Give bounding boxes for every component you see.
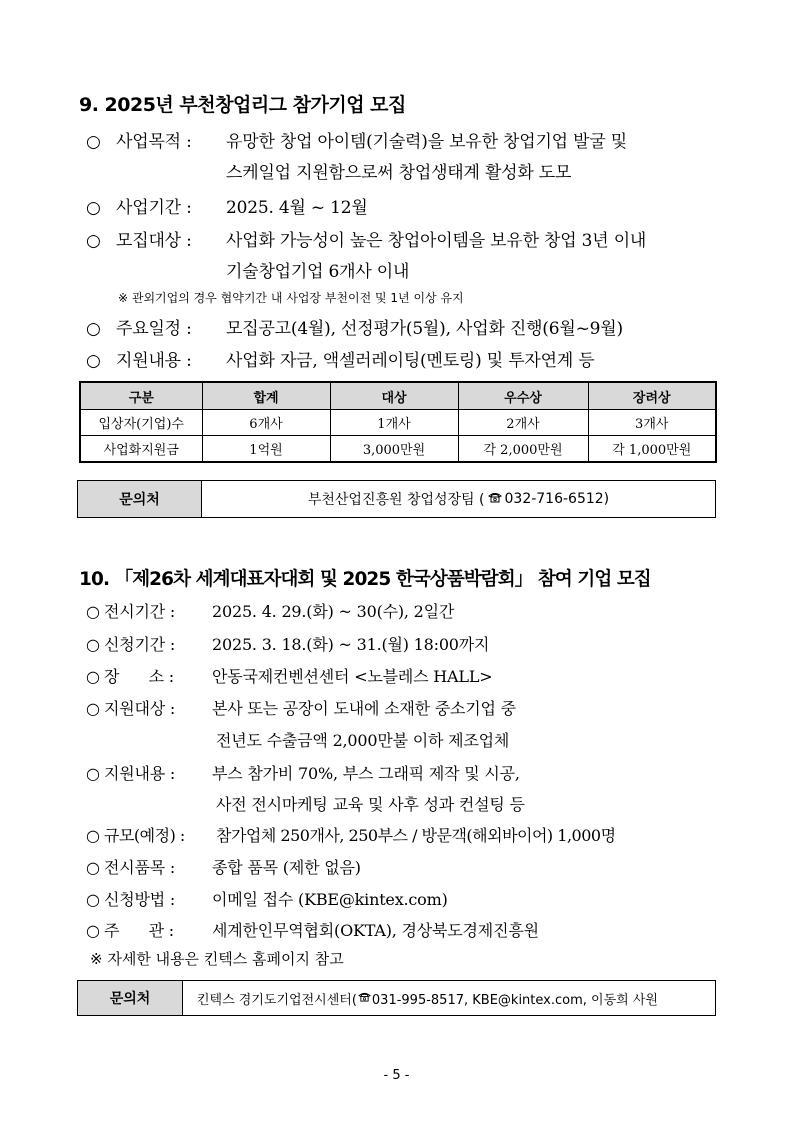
item-text: 참가업체 250개사, 250부스 / 방문객(해외바이어) 1,000명 — [216, 826, 616, 845]
schedule-row — [86, 314, 623, 339]
section-10-title: 10. 「제26차 세계대표자대회 및 2025 한국상품박람회」 참여 기업 모집 — [79, 569, 651, 590]
target-label: 모집대상 : — [116, 231, 192, 251]
table-header-cell: 구분 — [80, 382, 202, 410]
period-label: 사업기간 : — [116, 198, 192, 218]
phone-icon — [358, 991, 371, 1006]
bullet-icon: ○ — [86, 635, 100, 654]
item-label: 규모(예정) : — [104, 826, 185, 845]
item-text: 부스 참가비 70%, 부스 그래픽 제작 및 시공, — [212, 764, 520, 783]
phone-icon — [488, 491, 502, 507]
reference-note: ※ 자세한 내용은 킨텍스 홈페이지 참고 — [90, 950, 344, 968]
bullet-icon: ○ — [86, 764, 100, 783]
table-cell: 사업화지원금 — [80, 436, 202, 463]
schedule-label: 주요일정 : — [116, 319, 192, 339]
table-cell: 1개사 — [330, 410, 458, 436]
list-item — [86, 887, 448, 910]
table-row — [80, 410, 716, 436]
item-text: 종합 품목 (제한 없음) — [212, 858, 361, 877]
list-item — [86, 599, 454, 622]
prize-table — [79, 381, 717, 463]
contact-text: 부천산업진흥원 창업성장팀 ( — [307, 492, 485, 508]
table-header-cell: 장려상 — [588, 382, 716, 410]
item-label: 지원내용 : — [104, 764, 176, 783]
target-text-cont: 기술창업기업 6개사 이내 — [226, 262, 410, 282]
table-cell: 각 2,000만원 — [458, 436, 588, 463]
schedule-text: 모집공고(4월), 선정평가(5월), 사업화 진행(6월~9월) — [226, 319, 623, 339]
item-label: 주 관 : — [104, 921, 174, 940]
list-item — [86, 823, 616, 846]
contact-phone: 032-716-6512) — [504, 491, 610, 507]
contact-box-10 — [77, 980, 716, 1016]
item-text: 2025. 4. 29.(화) ~ 30(수), 2일간 — [212, 602, 455, 621]
contact-text: 킨텍스 경기도기업전시센터( — [197, 992, 357, 1008]
table-header-cell: 우수상 — [458, 382, 588, 410]
bullet-icon: ○ — [86, 667, 100, 686]
support-row — [86, 346, 595, 371]
contact-value — [202, 481, 715, 517]
table-header-cell: 합계 — [202, 382, 330, 410]
item-text-cont: 사전 전시마케팅 교육 및 사후 성과 컨설팅 등 — [216, 795, 525, 814]
table-header-cell: 대상 — [330, 382, 458, 410]
relocation-note: ※ 관외기업의 경우 협약기간 내 사업장 부천이전 및 1년 이상 유지 — [118, 291, 464, 305]
item-label: 신청방법 : — [104, 890, 176, 909]
list-item — [86, 855, 361, 878]
contact-rest: 031-995-8517, KBE@kintex.com, 이동희 사원 — [371, 992, 658, 1008]
item-label: 전시기간 : — [104, 602, 176, 621]
section-9-title: 9. 2025년 부천창업리그 참가기업 모집 — [79, 94, 406, 116]
item-label: 지원대상 : — [104, 699, 176, 718]
purpose-text-cont: 스케일업 지원함으로써 창업생태계 활성화 도모 — [226, 163, 572, 183]
purpose-label: 사업목적 : — [116, 132, 192, 152]
bullet-icon: ○ — [86, 602, 100, 621]
list-item — [86, 632, 489, 655]
list-item — [86, 664, 492, 687]
bullet-icon: ○ — [86, 319, 101, 339]
list-item — [86, 918, 539, 941]
item-text: 세계한인무역협회(OKTA), 경상북도경제진흥원 — [212, 921, 539, 940]
list-item — [86, 696, 516, 719]
purpose-row — [86, 127, 627, 152]
contact-label: 문의처 — [78, 481, 202, 517]
target-text: 사업화 가능성이 높은 창업아이템을 보유한 창업 3년 이내 — [226, 231, 647, 251]
bullet-icon: ○ — [86, 132, 101, 152]
contact-box-9 — [77, 480, 716, 518]
table-cell: 2개사 — [458, 410, 588, 436]
purpose-text: 유망한 창업 아이템(기술력)을 보유한 창업기업 발굴 및 — [226, 132, 627, 152]
bullet-icon: ○ — [86, 858, 100, 877]
bullet-icon: ○ — [86, 890, 100, 909]
period-text: 2025. 4월 ~ 12월 — [226, 198, 368, 218]
table-cell: 3개사 — [588, 410, 716, 436]
table-row — [80, 436, 716, 463]
item-label: 장 소 : — [104, 667, 174, 686]
contact-value — [183, 981, 715, 1015]
bullet-icon: ○ — [86, 231, 101, 251]
table-cell: 각 1,000만원 — [588, 436, 716, 463]
item-text: 본사 또는 공장이 도내에 소재한 중소기업 중 — [212, 699, 516, 718]
table-cell: 입상자(기업)수 — [80, 410, 202, 436]
period-row — [86, 193, 368, 218]
page-number: - 5 - — [383, 1068, 410, 1083]
bullet-icon: ○ — [86, 198, 101, 218]
item-label: 전시품목 : — [104, 858, 176, 877]
table-cell: 3,000만원 — [330, 436, 458, 463]
support-text: 사업화 자금, 액셀러레이팅(멘토링) 및 투자연계 등 — [226, 351, 595, 371]
bullet-icon: ○ — [86, 351, 101, 371]
table-header-row — [80, 382, 716, 410]
bullet-icon: ○ — [86, 826, 100, 845]
table-cell: 6개사 — [202, 410, 330, 436]
item-text: 이메일 접수 (KBE@kintex.com) — [212, 890, 448, 909]
item-text: 2025. 3. 18.(화) ~ 31.(월) 18:00까지 — [212, 635, 490, 654]
item-text: 안동국제컨벤션센터 <노블레스 HALL> — [212, 667, 493, 686]
list-item — [86, 761, 520, 784]
item-text-cont: 전년도 수출금액 2,000만불 이하 제조업체 — [216, 731, 510, 750]
bullet-icon: ○ — [86, 699, 100, 718]
table-cell: 1억원 — [202, 436, 330, 463]
support-label: 지원내용 : — [116, 351, 192, 371]
bullet-icon: ○ — [86, 921, 100, 940]
target-row — [86, 226, 646, 251]
item-label: 신청기간 : — [104, 635, 176, 654]
contact-label: 문의처 — [78, 981, 183, 1015]
